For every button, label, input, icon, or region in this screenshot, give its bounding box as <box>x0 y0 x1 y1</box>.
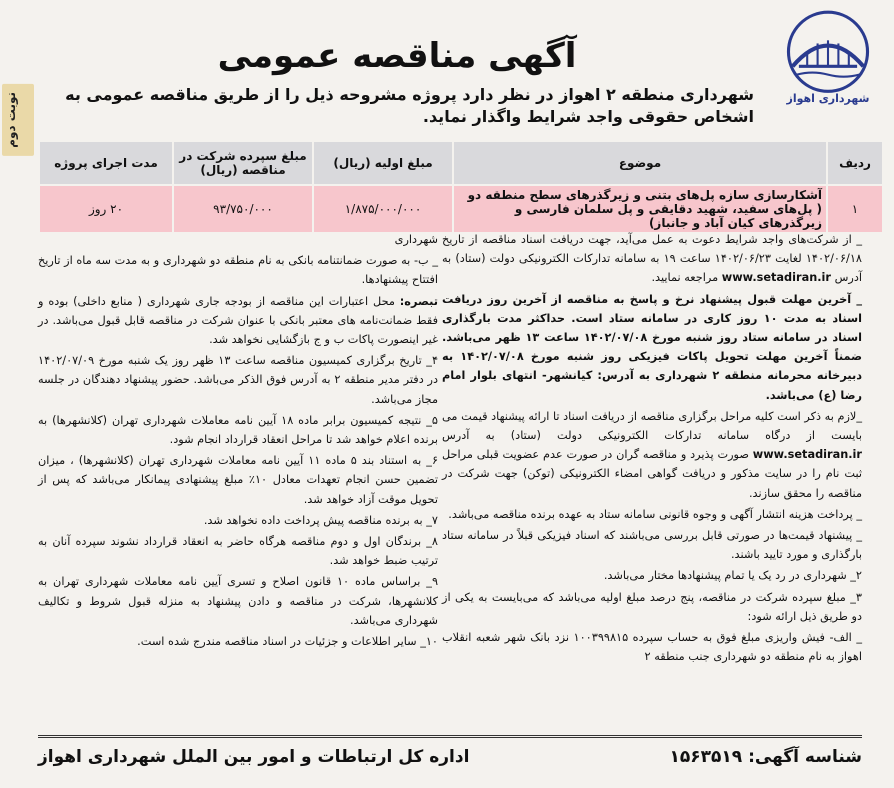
condition-paragraph: شهرداری <box>394 233 438 246</box>
department-name: اداره کل ارتباطات و امور بین الملل شهرداری اهواز <box>38 747 470 767</box>
conditions-right-column <box>442 230 862 668</box>
table-row <box>39 185 883 233</box>
conditions-left-column <box>38 230 438 653</box>
header-initial-amount: مبلغ اولیه (ریال) <box>313 141 453 185</box>
condition-paragraph: ۸_ برندگان اول و دوم مناقصه هرگاه حاضر به انعقاد قرارداد نشوند سپرده آنان به ترتیب ضبط خواهد شد. <box>38 535 438 568</box>
condition-paragraph: ۴_ تاریخ برگزاری کمیسیون مناقصه ساعت ۱۳ ظهر روز یک شنبه مورخ ۱۴۰۲/۰۷/۰۹ در دفتر مدیر منطقه ۲ به آدرس فوق الذکر می‌باشد. حضور پیشنهاد دهندگان در جلسه مجاز می‌باشد. <box>38 354 439 406</box>
condition-paragraph: _ الف- فیش واریزی مبلغ فوق به حساب سپرده ۱۰۰۳۹۹۸۱۵ نزد بانک شهر شعبه انقلاب اهواز به نام منطقه دو شهرداری جنب منطقه ۲ <box>442 631 862 664</box>
condition-paragraph <box>442 407 862 503</box>
condition-paragraph: _ ب- به صورت ضمانتنامه بانکی به نام منطقه دو شهرداری و به مدت سه ماه از تاریخ افتتاح پیشنهادها. <box>38 254 438 287</box>
condition-paragraph: ۹_ براساس ماده ۱۰ قانون اصلاح و تسری آیین نامه معاملات شهرداری تهران به کلانشهرها، شرکت در مناقصه و دادن پیشنهاد به منزله قبول شروط و تکالیف شهرداری می‌باشد. <box>38 575 439 627</box>
condition-paragraph: ۳_ مبلغ سپرده شرکت در مناقصه، پنج درصد مبلغ اولیه می‌باشد که می‌بایست به یکی از دو طریق ذیل ارائه شود: <box>442 590 862 623</box>
intro-text: شهرداری منطقه ۲ اهواز در نظر دارد پروژه مشروحه ذیل را از طریق مناقصه عمومی به اشخاص حقوقی واجد شرایط واگذار نماید. <box>65 85 754 126</box>
page-title: آگهی مناقصه عمومی <box>217 36 577 76</box>
setad-link[interactable]: www.setadiran.ir <box>752 448 862 462</box>
condition-paragraph: ۲_ شهرداری در رد یک یا تمام پیشنهادها مختار می‌باشد. <box>603 569 862 583</box>
note-label: تبصره: <box>399 294 438 308</box>
ad-id: شناسه آگهی: ۱۵۶۳۵۱۹ <box>669 747 862 767</box>
condition-text: صورت پذیرد و مناقصه گران در صورت عدم عضویت قبلی مراحل ثبت نام را در سایت مذکور و دریافت گواهی امضاء الکترونیکی (توکن) جهت شرکت در مناقصه را محقق سازند. <box>442 448 862 500</box>
logo-caption: شهرداری اهواز <box>786 92 870 105</box>
condition-paragraph: ۱۰_ سایر اطلاعات و جزئیات در اسناد مناقصه مندرج شده است. <box>137 635 438 649</box>
condition-paragraph: ۷_ به برنده مناقصه پیش پرداخت داده نخواهد شد. <box>203 513 438 527</box>
condition-paragraph: ۶_ به استناد بند ۵ ماده ۱۱ آیین نامه معاملات شهرداری تهران (کلانشهرها) ، میزان تضمین حسن انجام تعهدات معادل ۱۰٪ مبلغ پیشنهادی پیمانکار می‌باشد که پس از تحویل موقت آزاد خواهد شد. <box>38 454 439 506</box>
header-index: ردیف <box>827 141 883 185</box>
row-deposit: ۹۳/۷۵۰/۰۰۰ <box>173 185 313 233</box>
setad-link[interactable]: www.setadiran.ir <box>721 271 831 285</box>
condition-text: مراجعه نمایید. <box>651 271 719 285</box>
row-initial-amount: ۱/۸۷۵/۰۰۰/۰۰۰ <box>313 185 453 233</box>
condition-paragraph: _ آخرین مهلت قبول پیشنهاد نرخ و پاسخ به مناقصه از آخرین روز دریافت اسناد به مدت ۱۰ روز کاری در سامانه ستاد است. حداکثر مدت بارگذاری اسناد در سامانه ستاد روز شنبه مورخ ۱۴۰۲/۰۷/۰۸ ساعت ۱۳ ظهر می‌باشد. ضمناً آخرین مهلت تحویل پاکات فیزیکی روز شنبه مورخ ۱۴۰۲/۰۷/۰۸ به دبیرخانه محرمانه منطقه ۲ شهرداری به آدرس: کیانشهر- انتهای بلوار امام رضا (ع) می‌باشد. <box>442 292 863 402</box>
footer <box>38 735 862 776</box>
edition-tag: نوبت دوم <box>2 84 34 156</box>
header-subject: موضوع <box>453 141 827 185</box>
header-duration: مدت اجرای پروژه <box>39 141 173 185</box>
condition-paragraph: _ پیشنهاد قیمت‌ها در صورتی قابل بررسی می‌باشند که اسناد فیزیکی قبلاً در سامانه ستاد بارگذاری و مورد تایید باشند. <box>442 529 862 562</box>
row-subject: آشکارسازی سازه پل‌های بتنی و زیرگذرهای سطح منطقه دو ( پل‌های سفید، شهید دقایقی و پل سلمان فارسی و زیرگذرهای کیان آباد و جانباز) <box>453 185 827 233</box>
condition-text: _لازم به ذکر است کلیه مراحل برگزاری مناقصه از دریافت اسناد تا ارائه پیشنهاد قیمت می بایست از درگاه سامانه تدارکات الکترونیکی دولت (ستاد) به آدرس <box>442 409 862 443</box>
condition-text: _ از شرکت‌های واجد شرایط دعوت به عمل می‌آید، جهت دریافت اسناد مناقصه از تاریخ ۱۴۰۲/۰۶/۱۸ لغایت ۱۴۰۲/۰۶/۲۳ ساعت ۱۹ به سامانه تدارکات الکترونیکی دولت (ستاد) به آدرس <box>442 233 862 285</box>
condition-paragraph: _ پرداخت هزینه انتشار آگهی و وجوه قانونی سامانه ستاد به عهده برنده مناقصه می‌باشد. <box>448 507 862 521</box>
header-deposit: مبلغ سپرده شرکت در مناقصه (ریال) <box>173 141 313 185</box>
condition-paragraph: ۵_ نتیجه کمیسیون برابر ماده ۱۸ آیین نامه معاملات شهرداری تهران (کلانشهرها) به برنده اعلام خواهد شد تا مراحل انعقاد قرارداد انجام شود. <box>38 413 438 447</box>
row-duration: ۲۰ روز <box>39 185 173 233</box>
table-header-row <box>39 141 883 185</box>
tender-table <box>38 140 884 234</box>
condition-paragraph <box>442 230 862 288</box>
row-index: ۱ <box>827 185 883 233</box>
condition-paragraph <box>38 292 438 350</box>
condition-text: محل اعتبارات این مناقصه از بودجه جاری شهرداری ( منابع داخلی) بوده و فقط ضمانت‌نامه های معتبر بانکی با عنوان شرکت در مناقصه قابل قبول می‌باشد. در غیر اینصورت پاکات ب و ج بازگشایی نخواهد شد. <box>38 294 438 347</box>
